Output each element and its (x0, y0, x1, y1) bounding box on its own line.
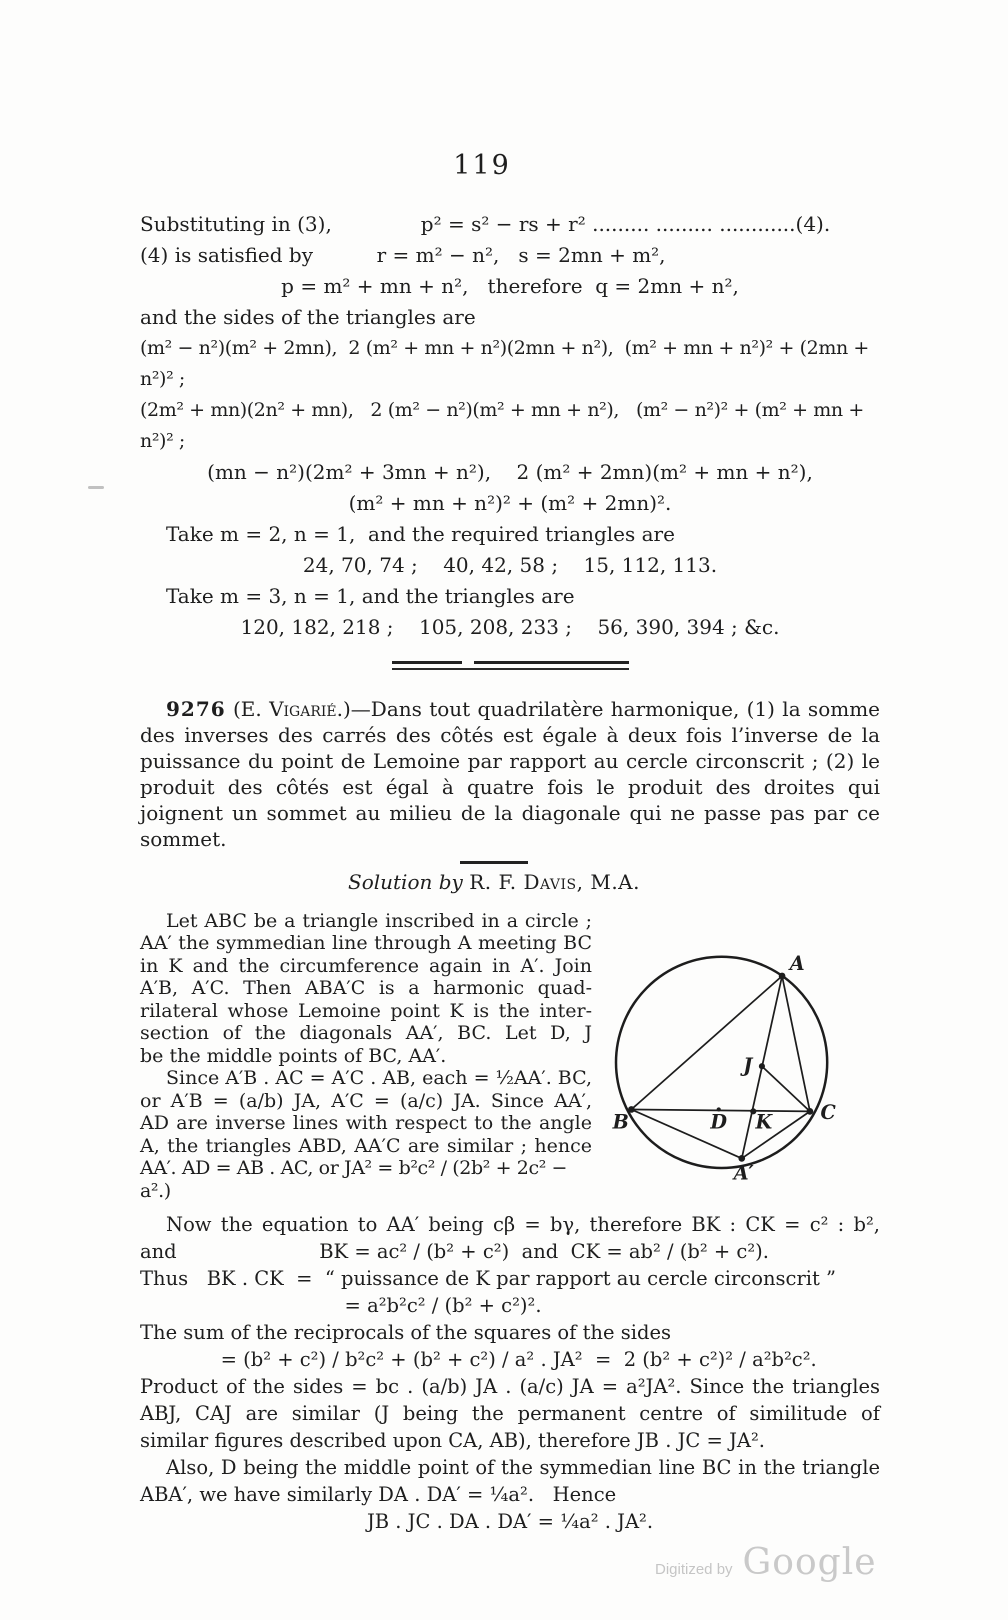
text-line: Since A′B . AC = A′C . AB, each = ½AA′. BC, (166, 1067, 592, 1089)
text-line: The sum of the reciprocals of the squares of the sides (140, 1321, 671, 1344)
text-line: AD are inverse lines with respect to the angle (140, 1112, 592, 1134)
divider-segment (392, 661, 462, 664)
problem-text: Dans tout quadrilatère harmonique, (1) la somme des inverses des carrés des côtés est égale à deux fois l’inverse de la puissance du point de Lemoine par rapport au cercle circonscrit ; (2) le produit des côtés est égal à quatre fois le produit des droites qui joignent un sommet au milieu de la diagonale qui ne passe pas par ce sommet. (140, 697, 880, 851)
text-line: Also, D being the middle point of the symmedian line BC in the triangle (166, 1456, 880, 1479)
point-label-J: J (743, 1053, 753, 1077)
digitized-by-label: Digitized by (655, 1561, 733, 1578)
text-line: A, the triangles ABD, AA′C are similar ; hence (140, 1134, 592, 1157)
divider-bottom-rule (392, 668, 629, 670)
text-line: (m² − n²)(m² + 2mn), 2 (m² + mn + n²)(2mn + n²), (m² + mn + n²)² + (2mn + n²)² ; (140, 337, 875, 390)
text-line: in K and the circumference again in A′. Join (140, 954, 592, 977)
point-label-K: K (755, 1110, 773, 1134)
text-line: ABA′, we have similarly DA . DA′ = ¼a². Hence (140, 1483, 617, 1506)
point-label-A′: A′ (733, 1161, 754, 1185)
point-label-D: D (710, 1110, 728, 1134)
point-B (628, 1106, 635, 1113)
text-line: section of the diagonals AA′, BC. Let D, J (140, 1022, 592, 1044)
watermark (655, 1542, 877, 1583)
divider-segment (474, 661, 629, 664)
text-line: JB . JC . DA . DA′ = ¼a² . JA². (366, 1510, 654, 1533)
text-line: and BK = ac² / (b² + c²) and CK = ab² / (b² + c²). (140, 1240, 769, 1263)
text-line: and the sides of the triangles are (140, 305, 476, 329)
point-label-B: B (612, 1110, 629, 1134)
point-label-A: A (789, 951, 805, 975)
chord-AB (631, 976, 782, 1109)
text-line: 120, 182, 218 ; 105, 208, 233 ; 56, 390, 394 ; &c. (240, 615, 780, 639)
solution-full-width (140, 1211, 880, 1535)
text-line: = (b² + c²) / b²c² + (b² + c²) / a² . JA² = 2 (b² + c²)² / a²b²c². (140, 1348, 817, 1371)
text-line: or A′B = (a/b) JA, A′C = (a/c) JA. Since AA′, (140, 1089, 592, 1112)
text-line: A′B, A′C. Then ABA′C is a harmonic quad- (140, 977, 592, 999)
point-C (807, 1108, 814, 1115)
text-line: be the middle points of BC, AA′. (140, 1044, 447, 1067)
solution-rule (460, 861, 528, 864)
divider-top-rule (392, 661, 629, 664)
text-line: (m² + mn + n²)² + (m² + 2mn)². (348, 491, 672, 515)
text-line: (mn − n²)(2m² + 3mn + n²), 2 (m² + 2mn)(m² + mn + n²), (207, 460, 813, 484)
text-line: Product of the sides = bc . (a/b) JA . (a/c) JA = a²JA². Since the triangles (140, 1375, 880, 1398)
text-line: (4) is satisfied by r = m² − n², s = 2mn + m², (140, 243, 666, 267)
circumcircle (616, 956, 827, 1167)
chord-AC (782, 976, 810, 1111)
geometry-figure (592, 898, 880, 1203)
text-line: Take m = 2, n = 1, and the required triangles are (166, 522, 675, 546)
solution-left-column (140, 910, 592, 1203)
google-logo: Google (742, 1542, 877, 1583)
circle-diagram (592, 898, 880, 1198)
solution-two-column (140, 910, 880, 1203)
section-divider (392, 661, 629, 670)
solution-heading (124, 870, 864, 894)
solution-by-label: Solution by (348, 869, 470, 894)
text-line: Now the equation to AA′ being cβ = bγ, therefore BK : CK = c² : b², (166, 1213, 880, 1236)
intro-section (140, 209, 880, 643)
text-line: p = m² + mn + n², therefore q = 2mn + n², (281, 274, 739, 298)
text-line: Let ABC be a triangle inscribed in a circle ; (166, 909, 592, 932)
solution-author: R. F. Davis, M.A. (469, 869, 640, 894)
problem-number: 9276 (166, 697, 226, 721)
page-number: 119 (453, 150, 511, 181)
text-line: similar figures described upon CA, AB), therefore JB . JC = JA². (140, 1429, 765, 1452)
page-content (140, 0, 880, 1535)
text-line: ABJ, CAJ are similar (J being the permanent centre of similitude of (140, 1402, 880, 1425)
point-A (779, 972, 786, 979)
text-line: = a²b²c² / (b² + c²)². (140, 1294, 542, 1317)
point-J (759, 1063, 765, 1069)
text-line: AA′. AD = AB . AC, or JA² = b²c² / (2b² + 2c² − a².) (140, 1157, 573, 1202)
text-line: (2m² + mn)(2n² + mn), 2 (m² − n²)(m² + mn + n²), (m² − n²)² + (m² + mn + n²)² ; (140, 399, 870, 452)
problem-author: (E. Vigarié.)— (225, 697, 371, 721)
scan-artifact (88, 486, 104, 489)
text-line: rilateral whose Lemoine point K is the inter- (140, 999, 592, 1022)
text-line: AA′ the symmedian line through A meeting BC (140, 932, 592, 954)
text-line: 24, 70, 74 ; 40, 42, 58 ; 15, 112, 113. (302, 553, 718, 577)
text-line: Take m = 3, n = 1, and the triangles are (166, 584, 575, 608)
problem-statement (140, 696, 880, 852)
point-label-C: C (820, 1100, 836, 1124)
text-line: Thus BK . CK = “ puissance de K par rapport au cercle circonscrit ” (140, 1267, 837, 1290)
text-line: Substituting in (3), p² = s² − rs + r² ......... ......... ............(4). (140, 212, 831, 236)
